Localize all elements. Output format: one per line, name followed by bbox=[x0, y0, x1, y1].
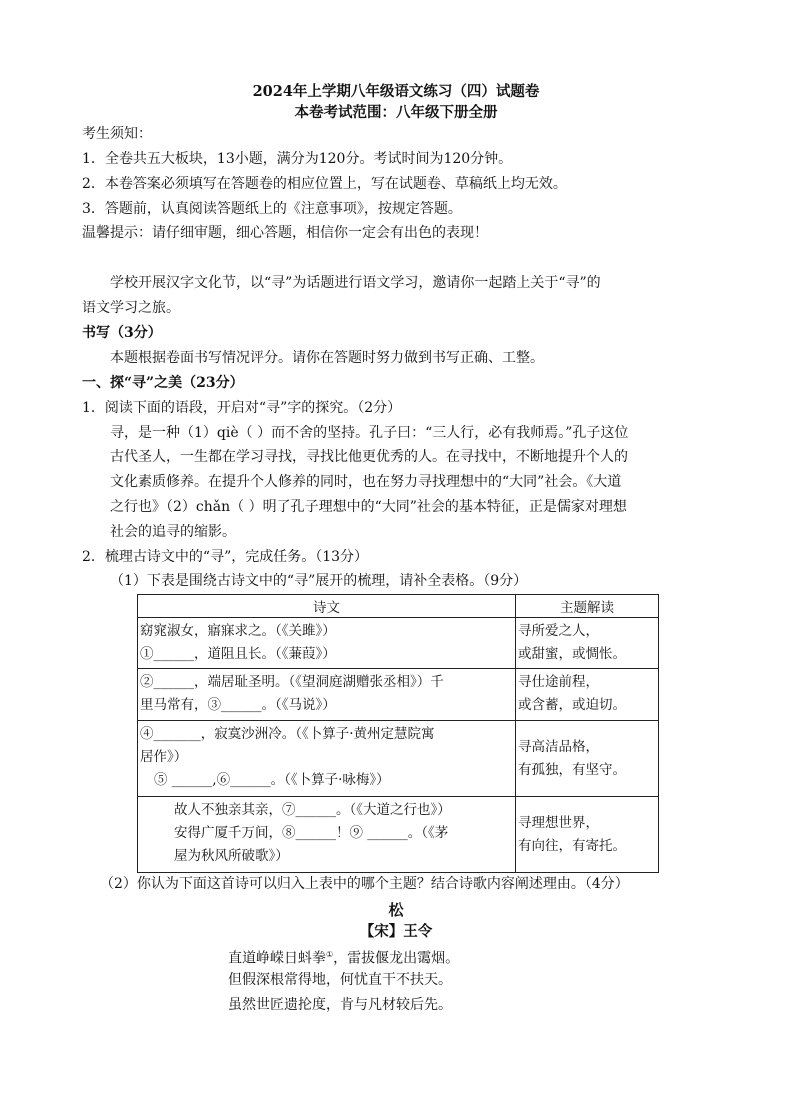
q2-stem: 2．梳理古诗文中的“寻”，完成任务。（13分） bbox=[82, 549, 369, 565]
poem-line-2: 但假深根常得地，何忧直干不扶天。 bbox=[228, 972, 452, 988]
table-row bbox=[138, 669, 659, 721]
notice-tip: 温馨提示：请仔细审题，细心答题，相信你一定会有出色的表现！ bbox=[82, 225, 488, 241]
section1-heading: 一、探“寻”之美（23分） bbox=[82, 375, 244, 391]
table-row bbox=[138, 618, 659, 669]
table-cell: 窈窕淑女，寤寐求之。（《关雎》） ①______，道阻且长。（《蒹葭》） bbox=[138, 618, 516, 669]
notice-heading: 考生须知： bbox=[82, 126, 152, 142]
exam-title: 2024年上学期八年级语文练习（四）试题卷 bbox=[252, 83, 540, 100]
exam-scope: 本卷考试范围：八年级下册全册 bbox=[294, 104, 498, 121]
table-row bbox=[138, 797, 659, 873]
poem-line-3: 虽然世匠遗抡度，肯与凡材较后先。 bbox=[228, 997, 452, 1013]
q1-passage-line-4: 之行也》（2）chǎn（ ）明了孔子理想中的“大同”社会的基本特征，正是儒家对理想 bbox=[110, 499, 627, 515]
poem-title: 松 bbox=[388, 901, 404, 919]
footnote-marker: ① bbox=[326, 950, 334, 959]
table-cell: 故人不独亲其亲，⑦______。（《大道之行也》） 安得广厦千万间，⑧______！⑨ ______。（《茅 屋为秋风所破歌》） bbox=[138, 797, 516, 873]
poem-line-1: 直道峥嵘日蚪拳①，雷拔偃龙出霭烟。 bbox=[228, 950, 460, 967]
poem-author: 【宋】王令 bbox=[359, 923, 433, 940]
q1-passage-line-3: 文化素质修养。在提升个人修养的同时，也在努力寻找理想中的“大同”社会。《大道 bbox=[110, 474, 622, 490]
table-cell: 寻所爱之人， 或甜蜜，或惆怅。 bbox=[516, 618, 659, 669]
table-cell: ②______，端居耻圣明。（《望洞庭湖赠张丞相》）千 里马常有，③______。（《马说》） bbox=[138, 669, 516, 721]
q2-sub2: （2）你认为下面这首诗可以归入上表中的哪个主题？结合诗歌内容阐述理由。（4分） bbox=[100, 876, 629, 892]
q1-passage-line-2: 古代圣人，一生都在学习寻找，寻找比他更优秀的人。在寻找中，不断地提升个人的 bbox=[110, 449, 628, 465]
intro-line-1: 学校开展汉字文化节，以“寻”为话题进行语文学习，邀请你一起踏上关于“寻”的 bbox=[110, 275, 601, 291]
notice-item-2: 2．本卷答案必须填写在答题卷的相应位置上，写在试题卷、草稿纸上均无效。 bbox=[82, 176, 567, 192]
table-cell: 寻理想世界， 有向往，有寄托。 bbox=[516, 797, 659, 873]
table-cell: ④_______，寂寞沙洲冷。（《卜算子·黄州定慧院寓 居作》） ⑤ ______,⑥______。（《卜算子·咏梅》） bbox=[138, 721, 516, 797]
poetry-table bbox=[137, 594, 659, 873]
q1-passage-line-1: 寻，是一种（1）qiè（ ）而不舍的坚持。孔子曰：“三人行，必有我师焉。”孔子这位 bbox=[110, 425, 629, 441]
table-cell: 寻高洁品格， 有孤独，有坚守。 bbox=[516, 721, 659, 797]
column-header: 主题解读 bbox=[516, 595, 659, 618]
column-header: 诗文 bbox=[138, 595, 516, 618]
table-row bbox=[138, 721, 659, 797]
writing-heading: 书写（3分） bbox=[82, 325, 162, 341]
notice-item-3: 3．答题前，认真阅读答题纸上的《注意事项》，按规定答题。 bbox=[82, 201, 462, 217]
notice-item-1: 1．全卷共五大板块，13小题，满分为120分。考试时间为120分钟。 bbox=[82, 151, 513, 167]
writing-text: 本题根据卷面书写情况评分。请你在答题时努力做到书写正确、工整。 bbox=[110, 350, 544, 366]
intro-line-2: 语文学习之旅。 bbox=[82, 300, 180, 316]
table-header-row bbox=[138, 595, 659, 618]
q1-stem: 1．阅读下面的语段，开启对“寻”字的探究。（2分） bbox=[82, 400, 402, 416]
table-cell: 寻仕途前程， 或含蓄，或迫切。 bbox=[516, 669, 659, 721]
q2-sub1: （1）下表是围绕古诗文中的“寻”展开的梳理，请补全表格。（9分） bbox=[110, 573, 528, 589]
q1-passage-line-5: 社会的追寻的缩影。 bbox=[110, 524, 236, 540]
